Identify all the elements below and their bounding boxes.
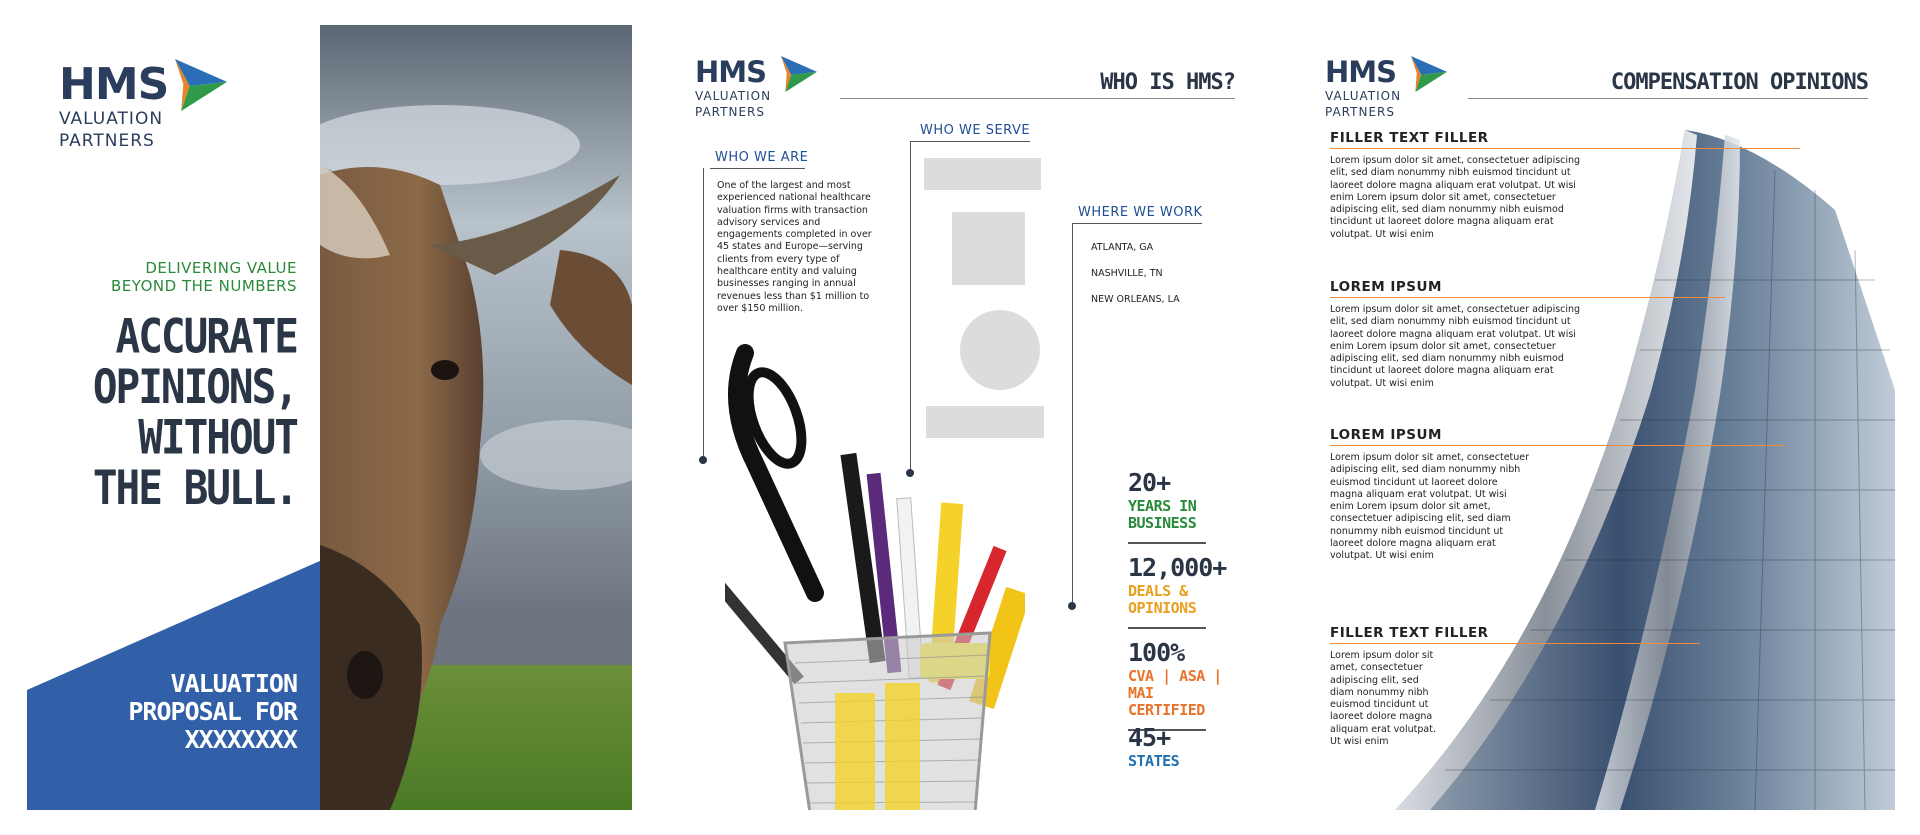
logo-line-2: PARTNERS: [1325, 104, 1395, 119]
cover-headline: [92, 308, 297, 516]
stat-desc: STATES: [1128, 752, 1180, 770]
logo-line-1: VALUATION: [695, 89, 772, 103]
headline-line: ACCURATE: [115, 308, 297, 364]
city-item: NEW ORLEANS, LA: [1091, 294, 1180, 305]
stat-rule: [1128, 542, 1206, 544]
stat-number: 12,000+: [1128, 553, 1227, 582]
section-text: Lorem ipsum dolor sit amet, consectetuer adipiscing elit, sed diam nonummy nibh euismod tincidunt ut laoreet dolore magna aliquam erat volutpat. Ut wisi enim Lorem ipsum dolor sit amet, consectetuer adipiscing elit, sed diam nonummy nibh euismod tincidunt ut laoreet dolore magna aliquam erat volutpat. Ut wisi enim: [1330, 155, 1581, 240]
stat-deals: [1128, 555, 1226, 629]
section-heading: FILLER TEXT FILLER: [1330, 130, 1489, 146]
leader-line: [1072, 223, 1073, 603]
proposal-title: [128, 670, 297, 754]
logo-wordmark: HMS: [59, 59, 169, 110]
stat-number: 20+: [1128, 468, 1171, 497]
label-rule: [710, 168, 805, 169]
who-we-are-text: One of the largest and most experienced national healthcare valuation firms with transaction advisory services and engagements completed in over 45 states and Europe—serving clients from every type of healthcare entity and valuing businesses ranging in annual revenues less than $1 million to over $150 million.: [717, 180, 872, 314]
logo-arrow-icon: [175, 59, 227, 111]
section-rule: [1330, 445, 1785, 446]
logo-line-2: PARTNERS: [695, 104, 765, 119]
logo-line-2: PARTNERS: [59, 130, 155, 151]
stat-certified: [1128, 640, 1245, 731]
proposal-line: VALUATION: [170, 669, 297, 698]
compensation-panel: [1320, 25, 1895, 810]
where-we-work-label: WHERE WE WORK: [1078, 205, 1203, 220]
placeholder-square: [952, 212, 1025, 285]
pen-cup-photo: [725, 343, 1025, 810]
tagline-line: DELIVERING VALUE: [145, 259, 297, 277]
page-title: WHO IS HMS?: [1100, 70, 1235, 95]
stat-years: [1128, 470, 1206, 544]
section-rule: [1330, 148, 1800, 149]
section-heading: LOREM IPSUM: [1330, 427, 1442, 443]
section-heading: LOREM IPSUM: [1330, 279, 1442, 295]
city-item: ATLANTA, GA: [1091, 242, 1154, 253]
stat-desc: DEALS & OPINIONS: [1128, 582, 1197, 617]
proposal-line: PROPOSAL FOR: [128, 697, 297, 726]
headline-line: OPINIONS,: [92, 359, 297, 415]
title-rule: [1468, 98, 1868, 99]
who-we-are-label: WHO WE ARE: [715, 150, 809, 165]
hms-logo: [1325, 55, 1402, 119]
stat-rule: [1128, 627, 1206, 629]
stat-states: [1128, 725, 1179, 770]
leader-line: [703, 168, 704, 458]
section-rule: [1330, 643, 1700, 644]
stat-desc: CVA | ASA | MAI CERTIFIED: [1128, 667, 1222, 719]
proposal-line: XXXXXXXX: [184, 725, 297, 754]
page-title: COMPENSATION OPINIONS: [1610, 70, 1868, 95]
logo-arrow-icon: [1411, 56, 1447, 92]
cover-tagline: [111, 259, 297, 295]
logo-wordmark: HMS: [695, 55, 767, 89]
section-text: Lorem ipsum dolor sit amet, consectetuer adipiscing elit, sed diam nonummy nibh euismod tincidunt ut laoreet dolore magna aliquam erat volutpat. Ut wisi enim: [1330, 650, 1436, 748]
title-rule: [840, 98, 1235, 99]
headline-line: WITHOUT: [138, 409, 297, 466]
who-we-serve-label: WHO WE SERVE: [920, 123, 1031, 138]
logo-wordmark: HMS: [1325, 55, 1397, 89]
tagline-line: BEYOND THE NUMBERS: [111, 277, 297, 295]
leader-dot: [699, 456, 707, 464]
city-item: NASHVILLE, TN: [1091, 268, 1163, 279]
leader-dot: [1068, 602, 1076, 610]
hms-logo: [695, 55, 772, 119]
section-text: Lorem ipsum dolor sit amet, consectetuer adipiscing elit, sed diam nonummy nibh euismod tincidunt ut laoreet dolore magna aliquam erat volutpat. Ut wisi enim Lorem ipsum dolor sit amet, consectetuer adipiscing elit, sed diam nonummy nibh euismod tincidunt ut laoreet dolore magna aliquam erat volutpat. Ut wisi enim: [1330, 452, 1530, 562]
stat-number: 100%: [1128, 638, 1185, 667]
cover-panel: [27, 25, 632, 810]
label-rule: [1072, 223, 1202, 224]
headline-line: THE BULL.: [92, 460, 297, 516]
logo-arrow-icon: [781, 56, 817, 92]
logo-line-1: VALUATION: [1325, 89, 1402, 103]
label-rule: [910, 141, 1030, 142]
stat-number: 45+: [1128, 723, 1171, 752]
placeholder-rect: [924, 158, 1041, 190]
section-text: Lorem ipsum dolor sit amet, consectetuer adipiscing elit, sed diam nonummy nibh euismod tincidunt ut laoreet dolore magna aliquam erat volutpat. Ut wisi enim Lorem ipsum dolor sit amet, consectetuer adipiscing elit, sed diam nonummy nibh euismod tincidunt ut laoreet dolore magna aliquam erat volutpat. Ut wisi enim: [1330, 304, 1581, 389]
who-panel: [690, 25, 1245, 810]
section-heading: FILLER TEXT FILLER: [1330, 625, 1489, 641]
logo-line-1: VALUATION: [59, 109, 164, 129]
stat-desc: YEARS IN BUSINESS: [1128, 497, 1197, 532]
section-rule: [1330, 297, 1725, 298]
hms-logo: [59, 59, 169, 151]
bull-photo: [320, 25, 632, 810]
